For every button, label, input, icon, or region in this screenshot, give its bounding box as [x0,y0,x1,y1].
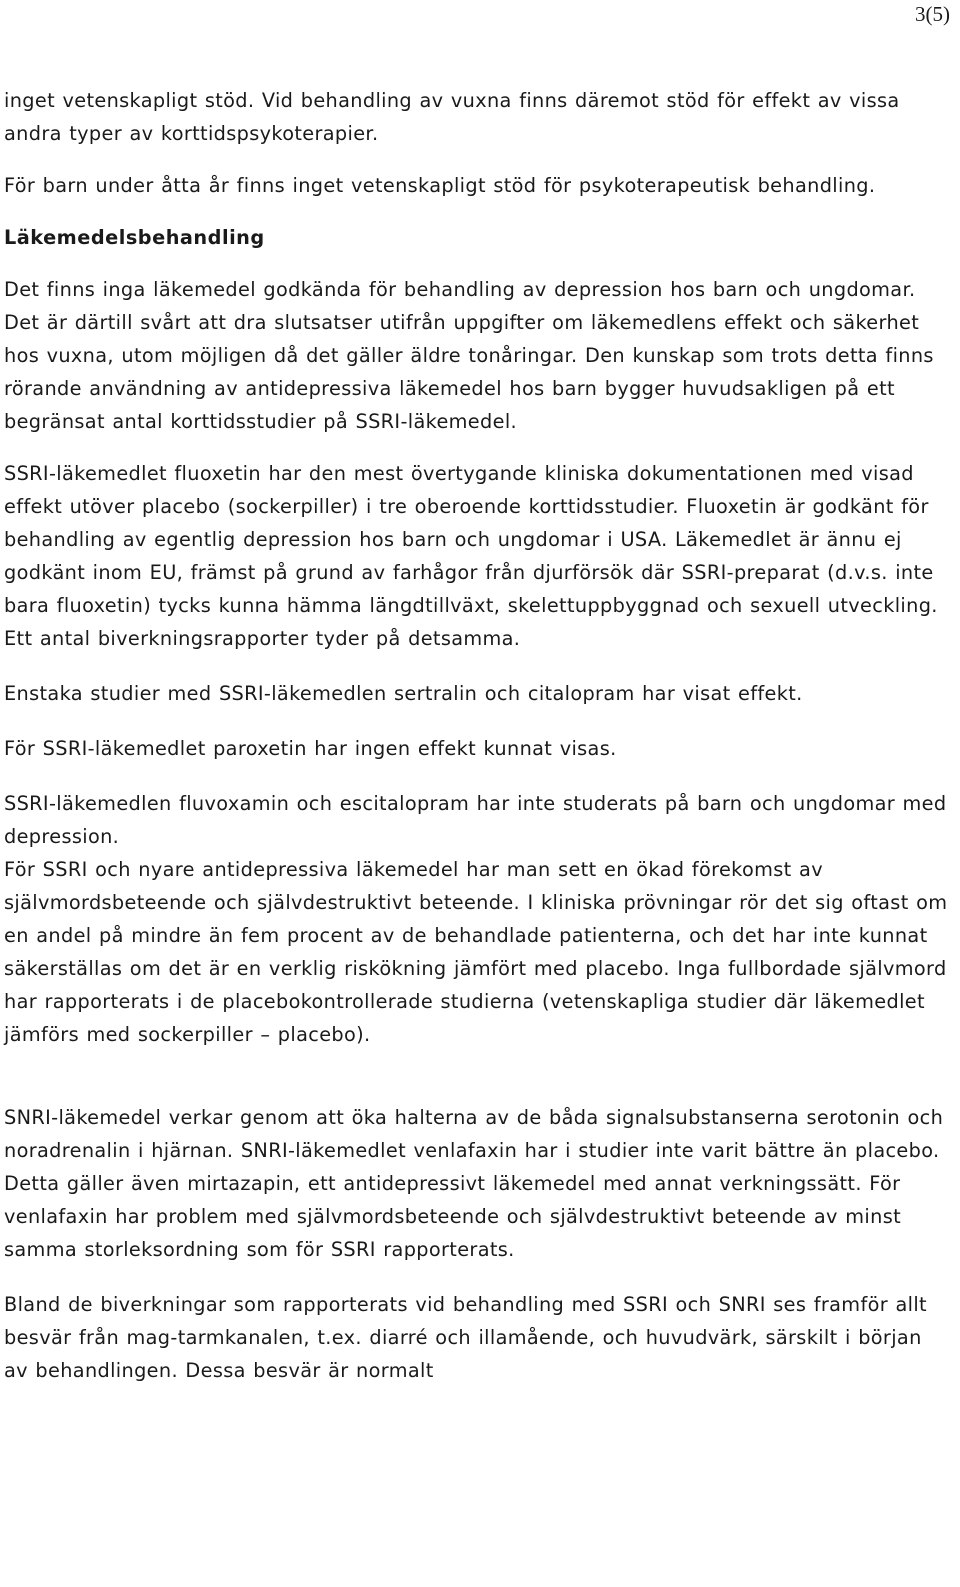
paragraph-fluoxetine: SSRI-läkemedlet fluoxetin har den mest övertygande kliniska dokumentationen med visad effekt utöver placebo (sockerpiller) i tre oberoende korttidsstudier. Fluoxetin är godkänt för behandling av egentlig depression hos barn och ungdomar i USA. Läkemedlet är ännu ej godkänt inom EU, främst på grund av farhågor från djurförsök där SSRI-preparat (d.v.s. inte bara fluoxetin) tycks kunna hämma längdtillväxt, skelettuppbyggnad och sexuell utveckling. Ett antal biverkningsrapporter tyder på detsamma. [4,462,938,650]
paragraph-suicidal-behavior: För SSRI och nyare antidepressiva läkemedel har man sett en ökad förekomst av självmordsbeteende och självdestruktivt beteende. I kliniska prövningar rör det sig oftast om en andel på mindre än fem procent av de behandlade patienterna, och det har inte kunnat säkerställas om det är en verklig riskökning jämfört med placebo. Inga fullbordade självmord har rapporterats i de placebokontrollerade studierna (vetenskapliga studier där läkemedlet jämförs med sockerpiller – placebo). [4,858,948,1046]
paragraph-side-effects: Bland de biverkningar som rapporterats vid behandling med SSRI och SNRI ses framför allt besvär från mag-tarmkanalen, t.ex. diarré och illamående, och huvudvärk, särskilt i början av behandlingen. Dessa besvär är normalt [4,1293,927,1382]
paragraph-fluvoxamine-escitalopram: SSRI-läkemedlen fluvoxamin och escitalopram har inte studerats på barn och ungdomar med depression. [4,792,947,848]
paragraph-paroxetine: För SSRI-läkemedlet paroxetin har ingen effekt kunnat visas. [4,737,617,760]
paragraph-psychotherapy-adults: inget vetenskapligt stöd. Vid behandling av vuxna finns däremot stöd för effekt av vissa andra typer av korttidspsykoterapier. [4,89,900,145]
paragraph-no-approved-drugs: Det finns inga läkemedel godkända för behandling av depression hos barn och ungdomar. Det är därtill svårt att dra slutsatser utifrån uppgifter om läkemedlens effekt och säkerhet hos vuxna, utom möjligen då det gäller äldre tonåringar. Den kunskap som trots detta finns rörande användning av antidepressiva läkemedel hos barn bygger huvudsakligen på ett begränsat antal korttidsstudier på SSRI-läkemedel. [4,278,934,433]
paragraph-sertraline-citalopram: Enstaka studier med SSRI-läkemedlen sertralin och citalopram har visat effekt. [4,682,803,705]
document-body [4,84,950,1387]
paragraph-snri: SNRI-läkemedel verkar genom att öka halterna av de båda signalsubstanserna serotonin och noradrenalin i hjärnan. SNRI-läkemedlet venlafaxin har i studier inte varit bättre än placebo. Detta gäller även mirtazapin, ett antidepressivt läkemedel med annat verkningssätt. För venlafaxin har problem med självmordsbeteende och självdestruktivt beteende av minst samma storleksordning som för SSRI rapporterats. [4,1106,944,1261]
section-heading: Läkemedelsbehandling [4,226,265,249]
page-number: 3(5) [915,2,950,26]
paragraph-children-under-eight: För barn under åtta år finns inget vetenskapligt stöd för psykoterapeutisk behandling. [4,174,876,197]
